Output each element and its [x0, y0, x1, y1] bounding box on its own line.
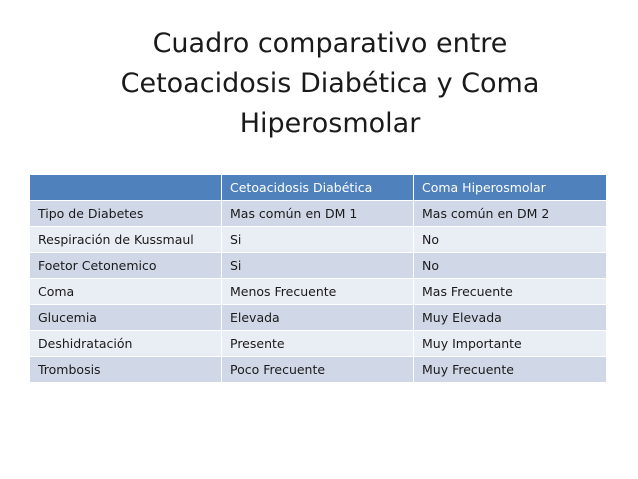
row-label: Coma [30, 279, 222, 305]
row-label: Glucemia [30, 305, 222, 331]
table-cell: Si [222, 253, 414, 279]
row-label: Foetor Cetonemico [30, 253, 222, 279]
row-label: Tipo de Diabetes [30, 201, 222, 227]
slide-title-line: Hiperosmolar [239, 108, 421, 140]
table-row [30, 331, 607, 357]
slide-title-line: Cuadro comparativo entre [152, 28, 508, 60]
table-cell: Mas común en DM 1 [222, 201, 414, 227]
table-cell: Elevada [222, 305, 414, 331]
table-cell: Poco Frecuente [222, 357, 414, 383]
table-cell: Si [222, 227, 414, 253]
header-cell-coma-hiperosmolar: Coma Hiperosmolar [414, 175, 607, 201]
table-cell: Mas común en DM 2 [414, 201, 607, 227]
table-header-row [30, 175, 607, 201]
table-cell: No [414, 227, 607, 253]
row-label: Respiración de Kussmaul [30, 227, 222, 253]
header-cell-cetoacidosis: Cetoacidosis Diabética [222, 175, 414, 201]
table-row [30, 305, 607, 331]
header-cell-empty [30, 175, 222, 201]
row-label: Deshidratación [30, 331, 222, 357]
table-row [30, 279, 607, 305]
table-cell: No [414, 253, 607, 279]
row-label: Trombosis [30, 357, 222, 383]
table-row [30, 357, 607, 383]
table-cell: Mas Frecuente [414, 279, 607, 305]
table-cell: Muy Importante [414, 331, 607, 357]
table-cell: Muy Elevada [414, 305, 607, 331]
comparison-table [29, 174, 607, 383]
table-row [30, 253, 607, 279]
table-row [30, 227, 607, 253]
slide-title-line: Cetoacidosis Diabética y Coma [120, 68, 540, 100]
table-cell: Presente [222, 331, 414, 357]
table-cell: Muy Frecuente [414, 357, 607, 383]
table-cell: Menos Frecuente [222, 279, 414, 305]
slide-title [40, 24, 620, 144]
table-row [30, 201, 607, 227]
